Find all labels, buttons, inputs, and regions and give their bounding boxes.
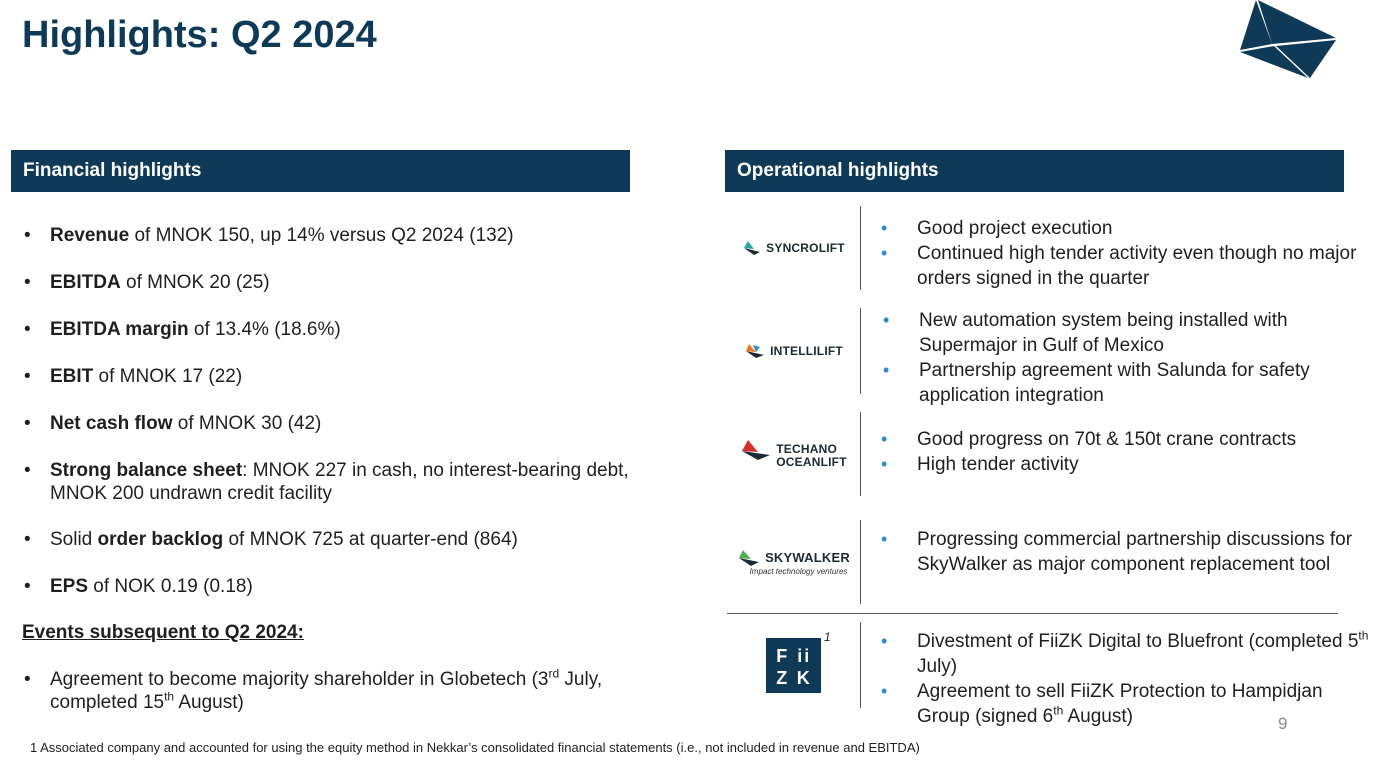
list-item: • EBIT of MNOK 17 (22) [22, 365, 642, 388]
op-row-intellilift [727, 308, 1372, 406]
page-number: 9 [1278, 714, 1288, 733]
list-item: • Good progress on 70t & 150t crane contracts [877, 427, 1357, 452]
syncrolift-logo-icon [742, 240, 762, 256]
techano-oceanlift-logo: TECHANO OCEANLIFT [727, 412, 860, 496]
syncrolift-logo: SYNCROLIFT [727, 206, 860, 290]
list-item: • Continued high tender activity even though no major orders signed in the quarter [877, 241, 1357, 291]
list-item: • New automation system being installed with Supermajor in Gulf of Mexico [879, 308, 1359, 358]
list-item: • Progressing commercial partnership discussions for SkyWalker as major component replacement tool [877, 527, 1377, 577]
list-item: • Agreement to sell FiiZK Protection to Hampidjan Group (signed 6th August) [877, 679, 1377, 729]
op-row-techano-oceanlift [727, 412, 1372, 496]
list-item: • EBITDA margin of 13.4% (18.6%) [22, 318, 642, 341]
footnote-marker: 1 [824, 630, 831, 644]
list-item: • EBITDA of MNOK 20 (25) [22, 271, 642, 294]
list-item: • EPS of NOK 0.19 (0.18) [22, 575, 642, 598]
list-item: • High tender activity [877, 452, 1357, 477]
op-row-skywalker [727, 520, 1372, 604]
nekkar-logo-icon [1236, 0, 1340, 80]
list-item: • Solid order backlog of MNOK 725 at quarter-end (864) [22, 528, 642, 551]
techano-logo-icon [740, 439, 772, 461]
op-row-syncrolift [727, 206, 1372, 290]
footnote: 1 Associated company and accounted for using the equity method in Nekkar’s consolidated financial statements (i.e., not included in revenue and EBITDA) [30, 740, 920, 755]
events-list [22, 668, 642, 714]
skywalker-tagline: Impact technology ventures [749, 566, 848, 576]
financial-highlights-header: Financial highlights [11, 150, 630, 192]
operational-highlights-header: Operational highlights [725, 150, 1344, 192]
divider [860, 206, 861, 290]
list-item: • Good project execution [877, 216, 1357, 241]
skywalker-logo: SKYWALKER Impact technology ventures [727, 520, 860, 604]
skywalker-bullets [877, 527, 1377, 577]
list-item: • Partnership agreement with Salunda for safety application integration [879, 358, 1359, 408]
fiizk-bullets [877, 629, 1377, 729]
list-item: • Divestment of FiiZK Digital to Bluefront (completed 5th July) [877, 629, 1377, 679]
skywalker-logo-icon [737, 549, 761, 567]
intellilift-logo: INTELLILIFT [727, 308, 860, 394]
fiizk-logo-icon: F ii Z K [766, 638, 821, 693]
divider [860, 520, 861, 604]
list-item: • Revenue of MNOK 150, up 14% versus Q2 2024 (132) [22, 224, 642, 247]
syncrolift-bullets [877, 216, 1357, 291]
techano-bullets [877, 427, 1357, 477]
list-item: • Net cash flow of MNOK 30 (42) [22, 412, 642, 435]
list-item: • Agreement to become majority shareholder in Globetech (3rd July, completed 15th August) [22, 668, 642, 714]
op-row-fiizk [727, 622, 1372, 727]
intellilift-logo-icon [744, 343, 766, 359]
divider [727, 613, 1338, 614]
intellilift-bullets [879, 308, 1359, 408]
fiizk-logo [727, 622, 860, 708]
divider [860, 622, 861, 708]
divider [860, 412, 861, 496]
events-subsequent-title: Events subsequent to Q2 2024: [22, 622, 304, 643]
divider [860, 308, 861, 394]
list-item: • Strong balance sheet: MNOK 227 in cash, no interest-bearing debt, MNOK 200 undrawn credit facility [22, 459, 642, 505]
page-title: Highlights: Q2 2024 [22, 14, 377, 56]
